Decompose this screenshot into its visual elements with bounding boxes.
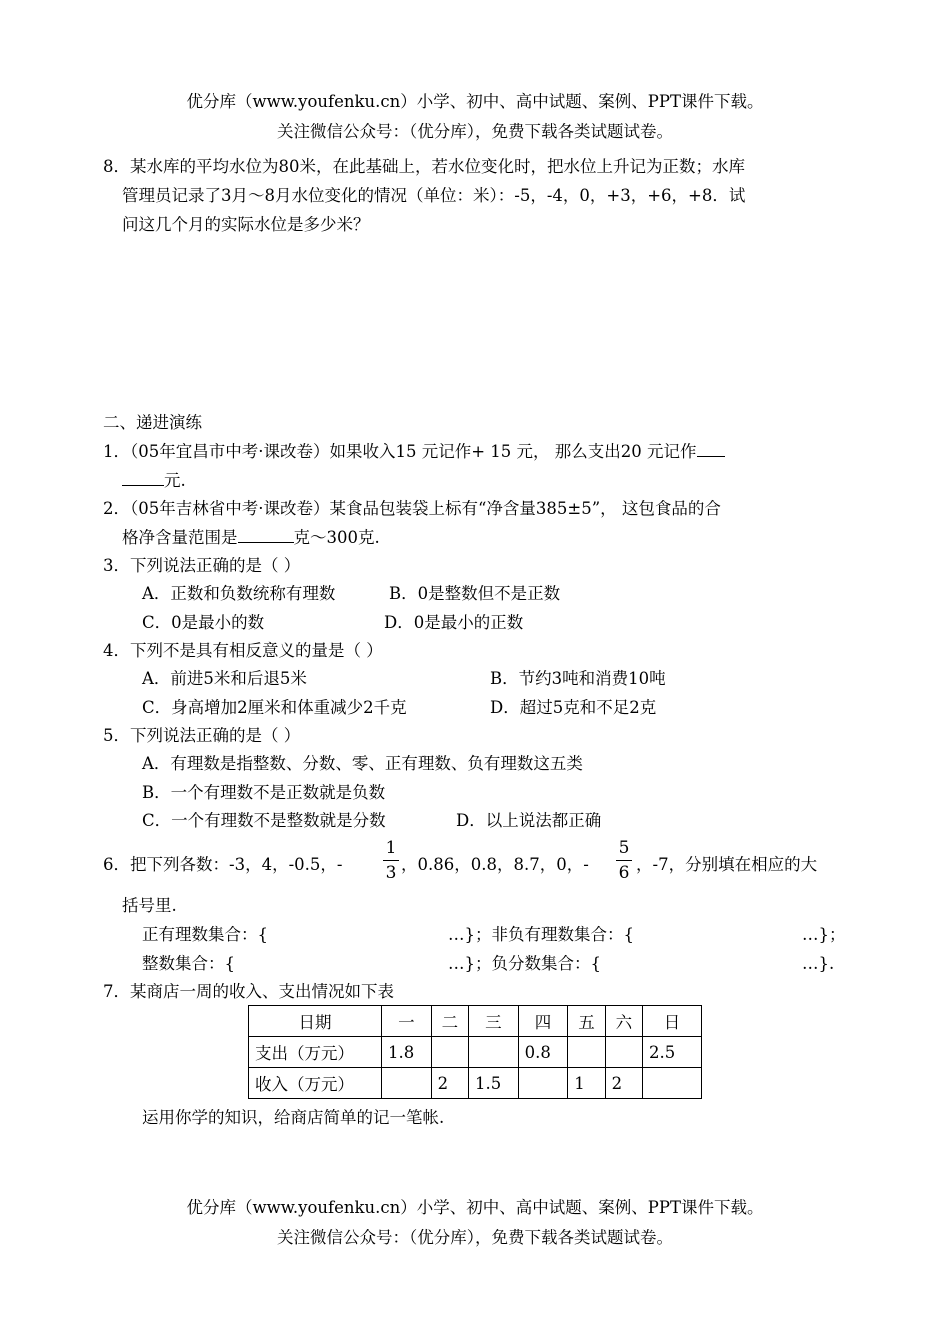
p4-stem: 4．下列不是具有相反意义的量是（ ）: [103, 641, 383, 660]
fraction-five-sixths: [616, 838, 632, 883]
set-integer-label: 整数集合：{: [142, 954, 235, 973]
table-cell: 收入（万元）: [249, 1068, 382, 1099]
table-cell: 0.8: [518, 1037, 568, 1068]
table-cell: 一: [382, 1006, 432, 1037]
p2-end: 克～300克.: [293, 528, 380, 547]
table-cell: [605, 1037, 642, 1068]
section-title: 二、递进演练: [103, 413, 202, 432]
table-cell: [382, 1068, 432, 1099]
q8-line-1: 8．某水库的平均水位为80米，在此基础上，若水位变化时，把水位上升记为正数；水库: [103, 157, 745, 176]
p3-option-a: A．正数和负数统称有理数: [142, 584, 336, 603]
p5-option-b: B．一个有理数不是正数就是负数: [142, 783, 386, 802]
table-cell: 2.5: [643, 1037, 702, 1068]
p7-stem: 7．某商店一周的收入、支出情况如下表: [103, 982, 394, 1001]
table-cell: [518, 1068, 568, 1099]
fraction-1-numerator: 1: [385, 838, 397, 858]
footer-line-2: 关注微信公众号：（优分库），免费下载各类试题试卷。: [277, 1228, 673, 1247]
p1-line-1: [103, 442, 725, 462]
p5-option-a: A．有理数是指整数、分数、零、正有理数、负有理数这五类: [142, 754, 583, 773]
table-cell: 五: [568, 1006, 605, 1037]
fraction-1-denominator: 3: [385, 863, 397, 883]
p6-line-2: 括号里.: [122, 896, 177, 915]
table-cell: 1: [568, 1068, 605, 1099]
table-cell: 1.5: [468, 1068, 518, 1099]
p3-stem: 3．下列说法正确的是（ ）: [103, 556, 301, 575]
table-header-row: [249, 1006, 702, 1037]
table-cell: 2: [431, 1068, 468, 1099]
fraction-2-numerator: 5: [618, 838, 630, 858]
p1-blank-b: [122, 485, 164, 486]
set-negative-fraction-label: …}；负分数集合：{: [448, 954, 601, 973]
header-line-1: 优分库（www.youfenku.cn）小学、初中、高中试题、案例、PPT课件下载。: [186, 92, 764, 111]
set-positive-rational-label: 正有理数集合：{: [142, 925, 268, 944]
p7-after: 运用你学的知识，给商店简单的记一笔帐.: [142, 1108, 445, 1127]
p2-blank: [238, 542, 294, 543]
set-nonnegative-rational-end: …}；: [802, 925, 846, 944]
p1-text: 1．（05年宜昌市中考·课改卷）如果收入15 元记作+ 15 元， 那么支出20 元记作: [103, 442, 697, 461]
table-cell: 2: [605, 1068, 642, 1099]
table-cell: [468, 1037, 518, 1068]
p5-option-c: C．一个有理数不是整数就是分数: [142, 811, 386, 830]
table-cell: 日期: [249, 1006, 382, 1037]
table-row: [249, 1037, 702, 1068]
header-line-2: 关注微信公众号：（优分库），免费下载各类试题试卷。: [277, 122, 673, 141]
table-cell: [431, 1037, 468, 1068]
table-row: [249, 1068, 702, 1099]
income-expense-table: [248, 1005, 702, 1099]
table-cell: 六: [605, 1006, 642, 1037]
footer-line-1: 优分库（www.youfenku.cn）小学、初中、高中试题、案例、PPT课件下载。: [186, 1198, 764, 1217]
table-cell: 1.8: [382, 1037, 432, 1068]
table-cell: 三: [468, 1006, 518, 1037]
p6-part-3: ，-7，分别填在相应的大: [636, 855, 818, 874]
p2-start: 格净含量范围是: [122, 528, 238, 547]
table-cell: 日: [643, 1006, 702, 1037]
p6-part-1: 6．把下列各数：-3，4，-0.5，-: [103, 855, 343, 874]
p3-option-c: C．0是最小的数: [142, 613, 265, 632]
table-cell: 二: [431, 1006, 468, 1037]
p3-option-d: D．0是最小的正数: [384, 613, 524, 632]
q8-line-3: 问这几个月的实际水位是多少米？: [122, 215, 370, 234]
p4-option-a: A．前进5米和后退5米: [142, 669, 307, 688]
table-cell: [568, 1037, 605, 1068]
p4-option-c: C．身高增加2厘米和体重减少2千克: [142, 698, 407, 717]
p2-line-1: 2．（05年吉林省中考·课改卷）某食品包装袋上标有“净含量385±5”， 这包食品的合: [103, 499, 721, 518]
table-cell: 四: [518, 1006, 568, 1037]
fraction-one-third: [383, 838, 399, 883]
p4-option-d: D．超过5克和不足2克: [490, 698, 657, 717]
set-nonnegative-rational-label: …}；非负有理数集合：{: [448, 925, 634, 944]
p5-option-d: D．以上说法都正确: [456, 811, 602, 830]
table-cell: 支出（万元）: [249, 1037, 382, 1068]
p1-blank-a: [697, 456, 725, 457]
p2-line-2: [122, 528, 380, 548]
set-negative-fraction-end: …}.: [802, 954, 835, 973]
p1-line-2: [122, 471, 186, 491]
p3-option-b: B．0是整数但不是正数: [389, 584, 561, 603]
p5-stem: 5．下列说法正确的是（ ）: [103, 726, 301, 745]
table-cell: [643, 1068, 702, 1099]
p6-part-2: ，0.86，0.8，8.7，0，-: [401, 855, 589, 874]
fraction-2-denominator: 6: [618, 863, 630, 883]
q8-line-2: 管理员记录了3月～8月水位变化的情况（单位：米）：-5，-4，0，+3，+6，+8．试: [122, 186, 746, 205]
p1-end: 元.: [164, 471, 186, 490]
p4-option-b: B．节约3吨和消费10吨: [490, 669, 666, 688]
